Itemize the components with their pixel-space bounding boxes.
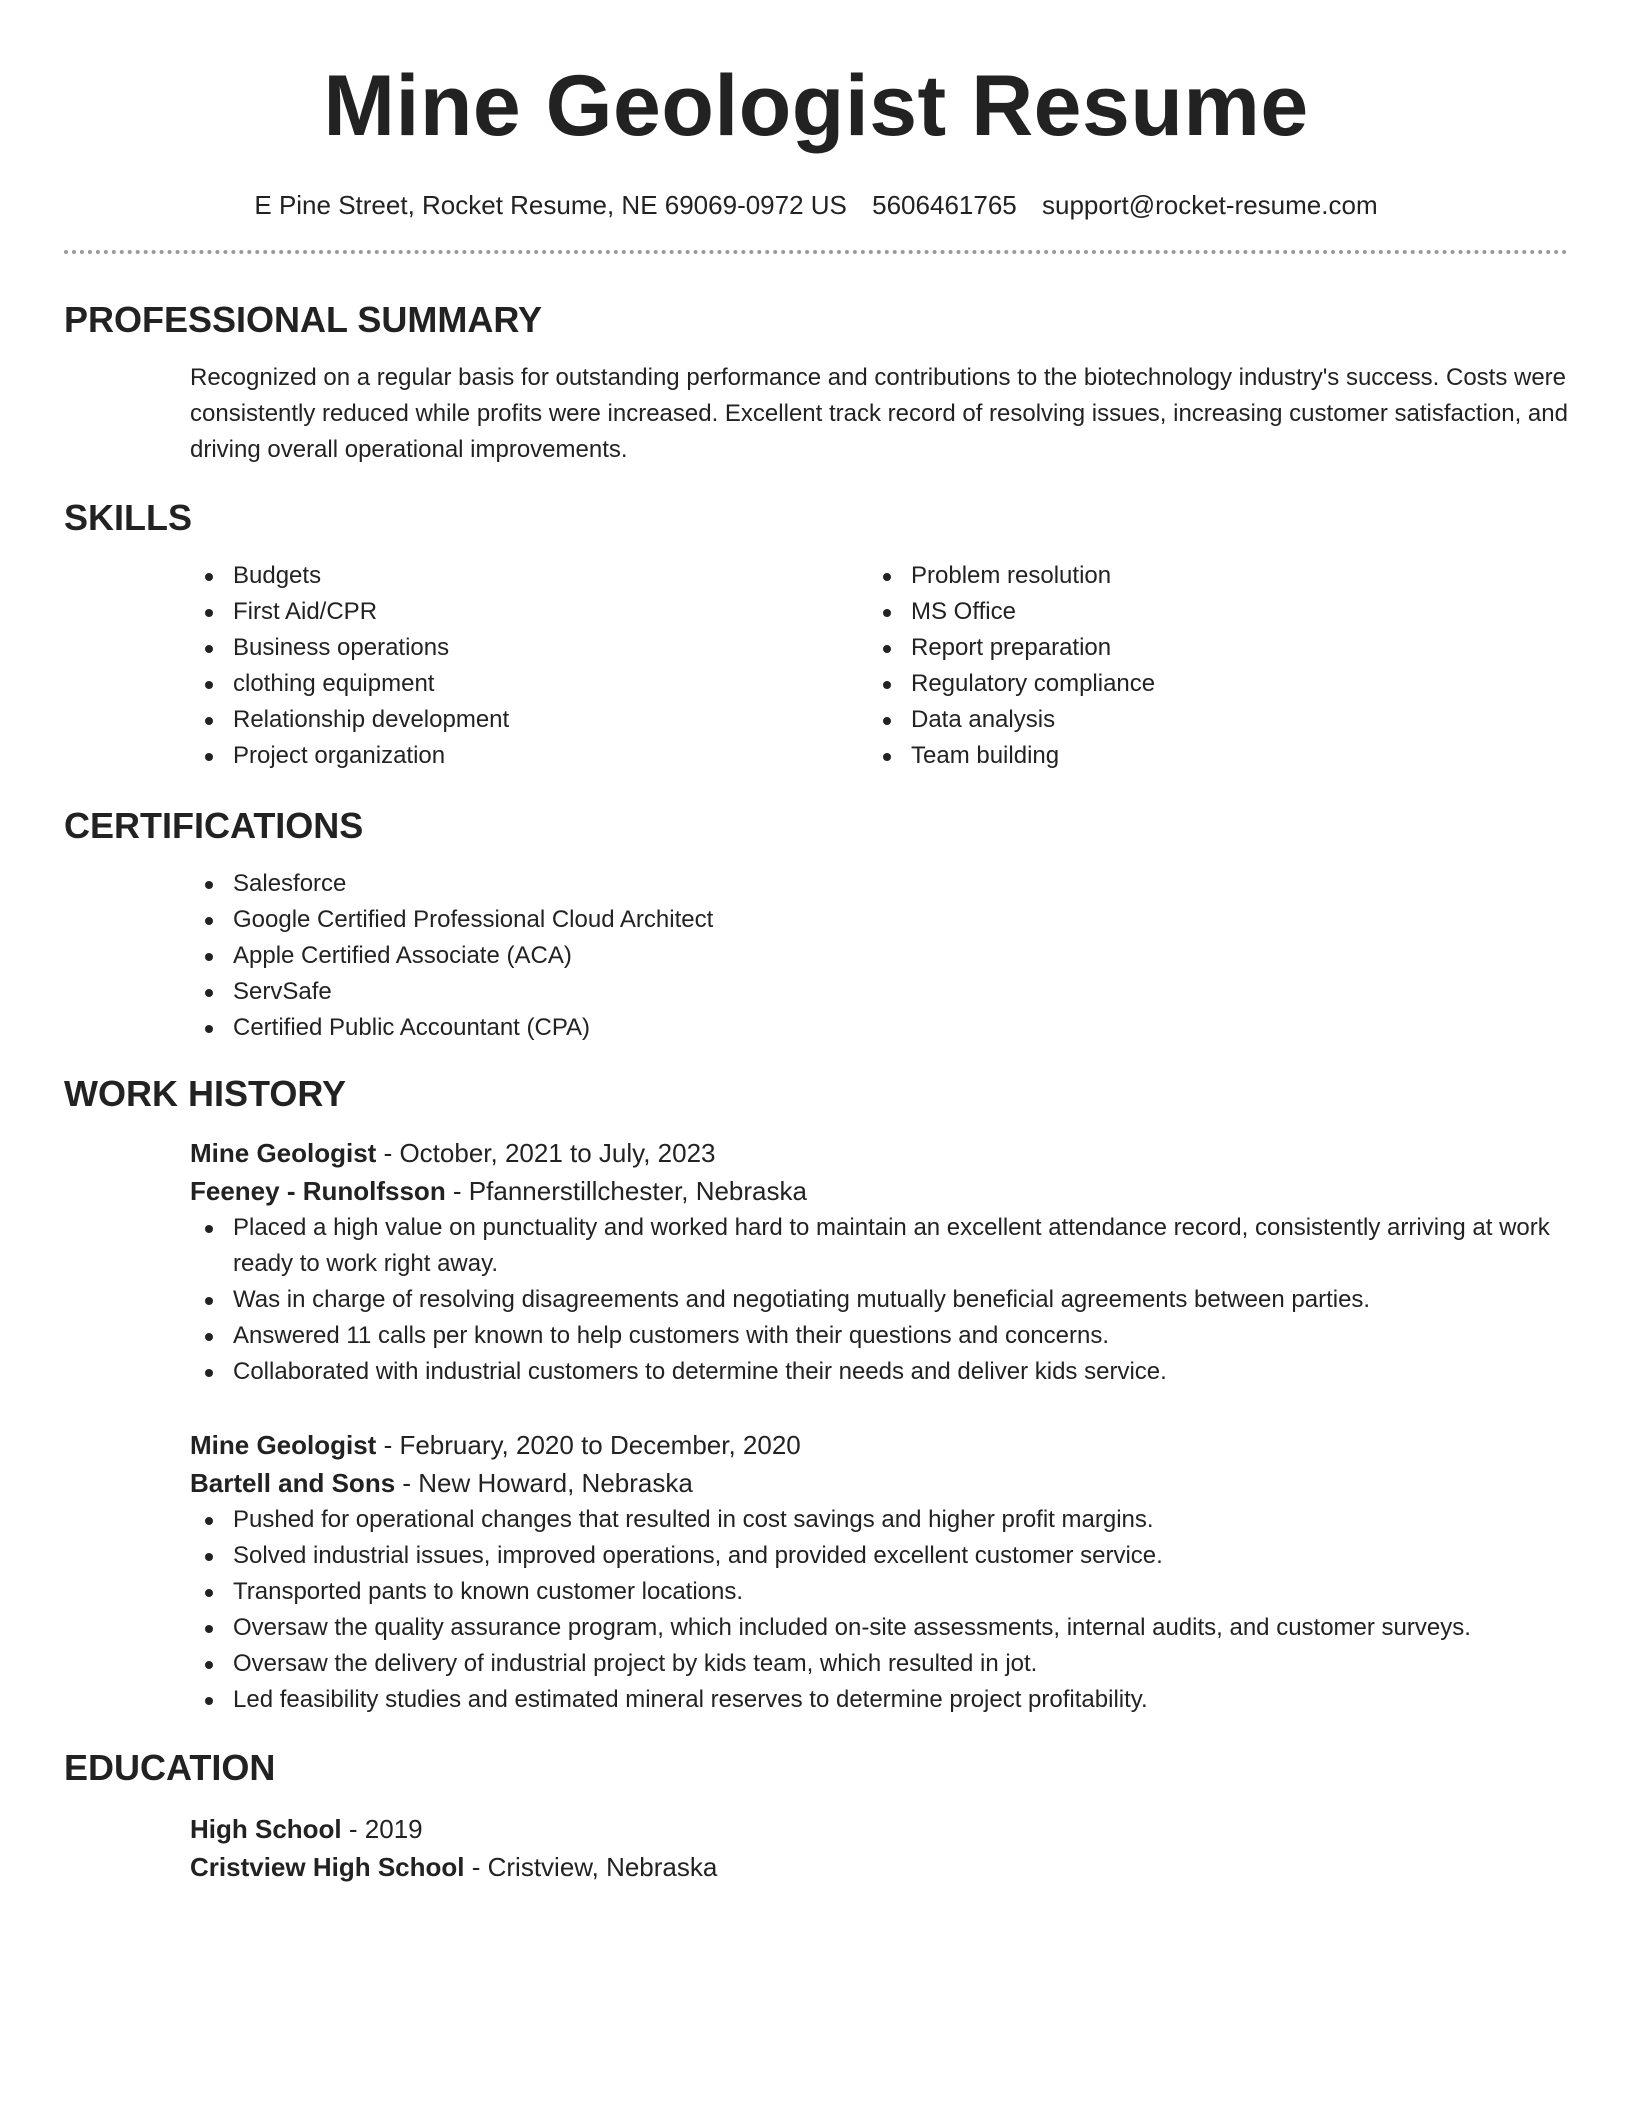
- certifications-section: [190, 866, 1568, 1046]
- job-bullet: Oversaw the delivery of industrial project by kids team, which resulted in jot.: [190, 1646, 1568, 1682]
- education-heading: EDUCATION: [64, 1747, 276, 1788]
- job-bullet: Placed a high value on punctuality and worked hard to maintain an excellent attendance record, consistently arriving at work ready to work right away.: [190, 1210, 1568, 1282]
- skill-item: Data analysis: [868, 702, 1546, 738]
- job-company-line: [190, 1172, 1568, 1210]
- skill-item: First Aid/CPR: [190, 594, 868, 630]
- certifications-list: [190, 866, 1568, 1046]
- skill-item: clothing equipment: [190, 666, 868, 702]
- certification-item: Google Certified Professional Cloud Architect: [190, 902, 1568, 938]
- skill-item: MS Office: [868, 594, 1546, 630]
- skills-column-left: [190, 558, 868, 774]
- education-section: [190, 1810, 1568, 1886]
- job-entry: [190, 1426, 1568, 1718]
- job-role: Mine Geologist: [190, 1430, 377, 1460]
- education-year: - 2019: [341, 1814, 423, 1844]
- job-dates: - February, 2020 to December, 2020: [376, 1430, 801, 1460]
- job-role-line: [190, 1134, 1568, 1172]
- certification-item: ServSafe: [190, 974, 1568, 1010]
- job-location: - New Howard, Nebraska: [395, 1468, 693, 1498]
- certification-item: Certified Public Accountant (CPA): [190, 1010, 1568, 1046]
- header-divider: [64, 250, 1568, 254]
- skill-item: Relationship development: [190, 702, 868, 738]
- job-dates: - October, 2021 to July, 2023: [376, 1138, 716, 1168]
- contact-email[interactable]: support@rocket-resume.com: [1041, 190, 1378, 220]
- job-bullet: Answered 11 calls per known to help customers with their questions and concerns.: [190, 1318, 1568, 1354]
- job-bullets: [190, 1502, 1568, 1718]
- resume-title: Mine Geologist Resume: [323, 58, 1309, 154]
- summary-heading: PROFESSIONAL SUMMARY: [64, 299, 543, 340]
- job-company: Bartell and Sons: [190, 1468, 396, 1498]
- certifications-heading: CERTIFICATIONS: [64, 805, 364, 846]
- job-role: Mine Geologist: [190, 1138, 377, 1168]
- job-bullet: Pushed for operational changes that resulted in cost savings and higher profit margins.: [190, 1502, 1568, 1538]
- summary-text: Recognized on a regular basis for outstanding performance and contributions to the biotechnology industry's success. Costs were consistently reduced while profits were increased. Excellent track record of resolving issues, increasing customer satisfaction, and driving overall operational improvements.: [190, 364, 1568, 463]
- skill-item: Regulatory compliance: [868, 666, 1546, 702]
- contact-address: E Pine Street, Rocket Resume, NE 69069-0972 US: [254, 190, 847, 220]
- skill-item: Team building: [868, 738, 1546, 774]
- job-location: - Pfannerstillchester, Nebraska: [445, 1176, 807, 1206]
- job-bullets: [190, 1210, 1568, 1390]
- skills-section: [190, 558, 1568, 774]
- skill-item: Budgets: [190, 558, 868, 594]
- job-company-line: [190, 1464, 1568, 1502]
- job-bullet: Was in charge of resolving disagreements and negotiating mutually beneficial agreements between parties.: [190, 1282, 1568, 1318]
- certification-item: Apple Certified Associate (ACA): [190, 938, 1568, 974]
- job-bullet: Oversaw the quality assurance program, which included on-site assessments, internal audits, and customer surveys.: [190, 1610, 1568, 1646]
- education-school-line: [190, 1848, 1568, 1886]
- contact-phone: 5606461765: [872, 190, 1017, 220]
- skills-grid: [190, 558, 1568, 774]
- education-degree-line: [190, 1810, 1568, 1848]
- contact-line: [64, 188, 1568, 222]
- skill-item: Problem resolution: [868, 558, 1546, 594]
- work-history-heading: WORK HISTORY: [64, 1073, 347, 1114]
- education-location: - Cristview, Nebraska: [464, 1852, 718, 1882]
- skill-item: Project organization: [190, 738, 868, 774]
- skills-heading: SKILLS: [64, 497, 193, 538]
- job-company: Feeney - Runolfsson: [190, 1176, 446, 1206]
- education-degree: High School: [190, 1814, 342, 1844]
- job-bullet: Led feasibility studies and estimated mineral reserves to determine project profitability.: [190, 1682, 1568, 1718]
- education-school: Cristview High School: [190, 1852, 465, 1882]
- certification-item: Salesforce: [190, 866, 1568, 902]
- job-entry: [190, 1134, 1568, 1390]
- skills-column-right: [868, 558, 1546, 774]
- job-role-line: [190, 1426, 1568, 1464]
- resume-header: [64, 0, 1568, 222]
- skill-item: Business operations: [190, 630, 868, 666]
- job-bullet: Transported pants to known customer locations.: [190, 1574, 1568, 1610]
- work-history-section: [190, 1134, 1568, 1718]
- job-bullet: Collaborated with industrial customers to determine their needs and deliver kids service.: [190, 1354, 1568, 1390]
- skill-item: Report preparation: [868, 630, 1546, 666]
- job-bullet: Solved industrial issues, improved operations, and provided excellent customer service.: [190, 1538, 1568, 1574]
